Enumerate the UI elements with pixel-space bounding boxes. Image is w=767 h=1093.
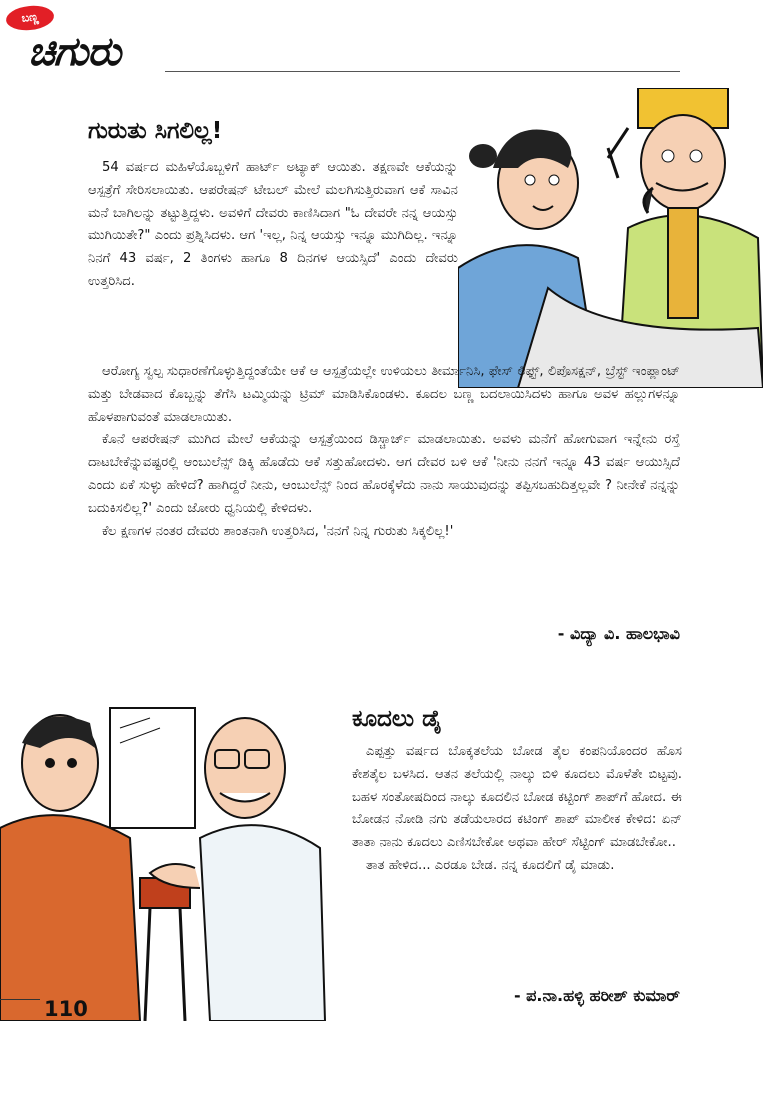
story1-paragraph: ಆರೋಗ್ಯ ಸ್ವಲ್ಪ ಸುಧಾರಣೆಗೊಳ್ಳುತ್ತಿದ್ದಂತೆಯೇ ಆಕೆ ಆ ಆಸ್ಪತ್ರೆಯಲ್ಲೇ ಉಳಿಯಲು ತೀರ್ಮಾನಿಸಿ, ಫೇಸ್ ಲಿಫ್ಟ್, ಲಿಪೊಸಕ್ಷನ್, ಬ್ರೆಸ್ಟ್ ಇಂಪ್ಲಾಂಟ್ ಮತ್ತು ಬೇಡವಾದ ಕೊಬ್ಬನ್ನು ತೆಗೆಸಿ ಟಮ್ಮಿಯನ್ನು ಟ್ರಿಮ್ ಮಾಡಿಸಿಕೊಂಡಳು. ಕೂದಲ ಬಣ್ಣ ಬದಲಾಯಿಸಿದಳು ಹಾಗೂ ಅವಳ ಹಲ್ಲುಗಳನ್ನೂ ಹೊಳಪಾಗುವಂತೆ ಮಾಡಲಾಯಿತು.	[88, 364, 680, 425]
brand-badge: ಬಣ್ಣ	[5, 4, 55, 33]
story1-body-top	[88, 157, 458, 294]
story1-title: ಗುರುತು ಸಿಗಲಿಲ್ಲ!	[88, 118, 223, 144]
story2-illustration	[0, 688, 330, 1021]
story2-body	[352, 741, 682, 878]
story1-author: - ವಿದ್ಯಾ ವಿ. ಹಾಲಭಾವಿ	[557, 624, 680, 643]
story2-author: - ಪ.ನಾ.ಹಳ್ಳಿ ಹರೀಶ್ ಕುಮಾರ್	[513, 986, 680, 1005]
story2-paragraph: ಎಪ್ಪತ್ತು ವರ್ಷದ ಬೊಕ್ಕತಲೆಯ ಬೋಡ ತೈಲ ಕಂಪನಿಯೊಂದರ ಹೊಸ ಕೇಶತೈಲ ಬಳಸಿದ. ಆತನ ತಲೆಯಲ್ಲಿ ನಾಲ್ಕು ಬಿಳಿ ಕೂದಲು ಮೊಳೆತೇ ಬಿಟ್ಟವು. ಬಹಳ ಸಂತೋಷದಿಂದ ನಾಲ್ಕು ಕೂದಲಿನ ಬೋಡ ಕಟ್ಟಿಂಗ್ ಶಾಪ್‌ಗೆ ಹೋದ. ಈ ಬೋಡನ ನೋಡಿ ನಗು ತಡೆಯಲಾರದ ಕಟಿಂಗ್ ಶಾಪ್ ಮಾಲೀಕ ಕೇಳಿದ: ಏನ್ ತಾತಾ ನಾನು ಕೂದಲು ಎಣಿಸಬೇಕೋ ಅಥವಾ ಹೇರ್ ಸೆಟ್ಟಿಂಗ್ ಮಾಡಬೇಕೋ..	[352, 744, 682, 851]
story1-body-bottom	[88, 361, 680, 543]
story1-paragraph: ಕೊನೆ ಆಪರೇಷನ್ ಮುಗಿದ ಮೇಲೆ ಆಕೆಯನ್ನು ಆಸ್ಪತ್ರೆಯಿಂದ ಡಿಸ್ಚಾರ್ಜ್ ಮಾಡಲಾಯಿತು. ಅವಳು ಮನೆಗೆ ಹೋಗುವಾಗ ಇನ್ನೇನು ರಸ್ತೆ ದಾಟಬೇಕೆನ್ನುವಷ್ಟರಲ್ಲಿ ಆಂಬುಲೆನ್ಸ್ ಡಿಕ್ಕಿ ಹೊಡೆದು ಆಕೆ ಸತ್ತುಹೋದಳು. ಆಗ ದೇವರ ಬಳಿ ಆಕೆ 'ನೀನು ನನಗೆ ಇನ್ನೂ 43 ವರ್ಷ ಆಯುಸ್ಸಿದೆ ಎಂದು ಏಕೆ ಸುಳ್ಳು ಹೇಳಿದೆ? ಹಾಗಿದ್ದರೆ ನೀನು, ಆಂಬುಲೆನ್ಸ್ ನಿಂದ ಹೊರಕ್ಕೆಳೆದು ನಾನು ಸಾಯುವುದನ್ನು ತಪ್ಪಿಸಬಹುದಿತ್ತಲ್ಲವೇ ? ನೀನೇಕೆ ನನ್ನನ್ನು ಬದುಕಿಸಲಿಲ್ಲ?' ಎಂದು ಜೋರು ಧ್ವನಿಯಲ್ಲಿ ಕೇಳಿದಳು.	[88, 432, 680, 516]
page-number: 110	[44, 997, 88, 1021]
story2-paragraph: ತಾತ ಹೇಳಿದ... ಎರಡೂ ಬೇಡ. ನನ್ನ ಕೂದಲಿಗೆ ಡೈ ಮಾಡು.	[366, 857, 615, 873]
story1-illustration	[458, 88, 763, 388]
story1-paragraph: ಕೆಲ ಕ್ಷಣಗಳ ನಂತರ ದೇವರು ಶಾಂತನಾಗಿ ಉತ್ತರಿಸಿದ, 'ನನಗೆ ನಿನ್ನ ಗುರುತು ಸಿಕ್ಕಲಿಲ್ಲ!'	[102, 523, 454, 539]
story1-paragraph: 54 ವರ್ಷದ ಮಹಿಳೆಯೊಬ್ಬಳಿಗೆ ಹಾರ್ಟ್ ಅಟ್ಯಾಕ್ ಆಯಿತು. ತಕ್ಷಣವೇ ಆಕೆಯನ್ನು ಆಸ್ಪತ್ರೆಗೆ ಸೇರಿಸಲಾಯಿತು. ಆಪರೇಷನ್ ಟೇಬಲ್ ಮೇಲೆ ಮಲಗಿಸುತ್ತಿರುವಾಗ ಆಕೆ ಸಾವಿನ ಮನೆ ಬಾಗಿಲನ್ನು ತಟ್ಟುತ್ತಿದ್ದಳು. ಅವಳಿಗೆ ದೇವರು ಕಾಣಿಸಿದಾಗ "ಓ ದೇವರೇ ನನ್ನ ಆಯಸ್ಸು ಮುಗಿಯಿತೇ?" ಎಂದು ಪ್ರಶ್ನಿಸಿದಳು. ಆಗ 'ಇಲ್ಲ, ನಿನ್ನ ಆಯಸ್ಸು ಇನ್ನೂ ಮುಗಿದಿಲ್ಲ. ಇನ್ನೂ ನಿನಗೆ 43 ವರ್ಷ, 2 ತಿಂಗಳು ಹಾಗೂ 8 ದಿನಗಳ ಆಯಸ್ಸಿದೆ' ಎಂದು ದೇವರು ಉತ್ತರಿಸಿದ.	[88, 160, 458, 289]
story2-title: ಕೂದಲು ಡೈ	[352, 706, 442, 732]
header-rule	[165, 71, 680, 72]
footer-rule	[0, 999, 40, 1000]
section-logo: ಚಿಗುರು	[28, 28, 121, 75]
